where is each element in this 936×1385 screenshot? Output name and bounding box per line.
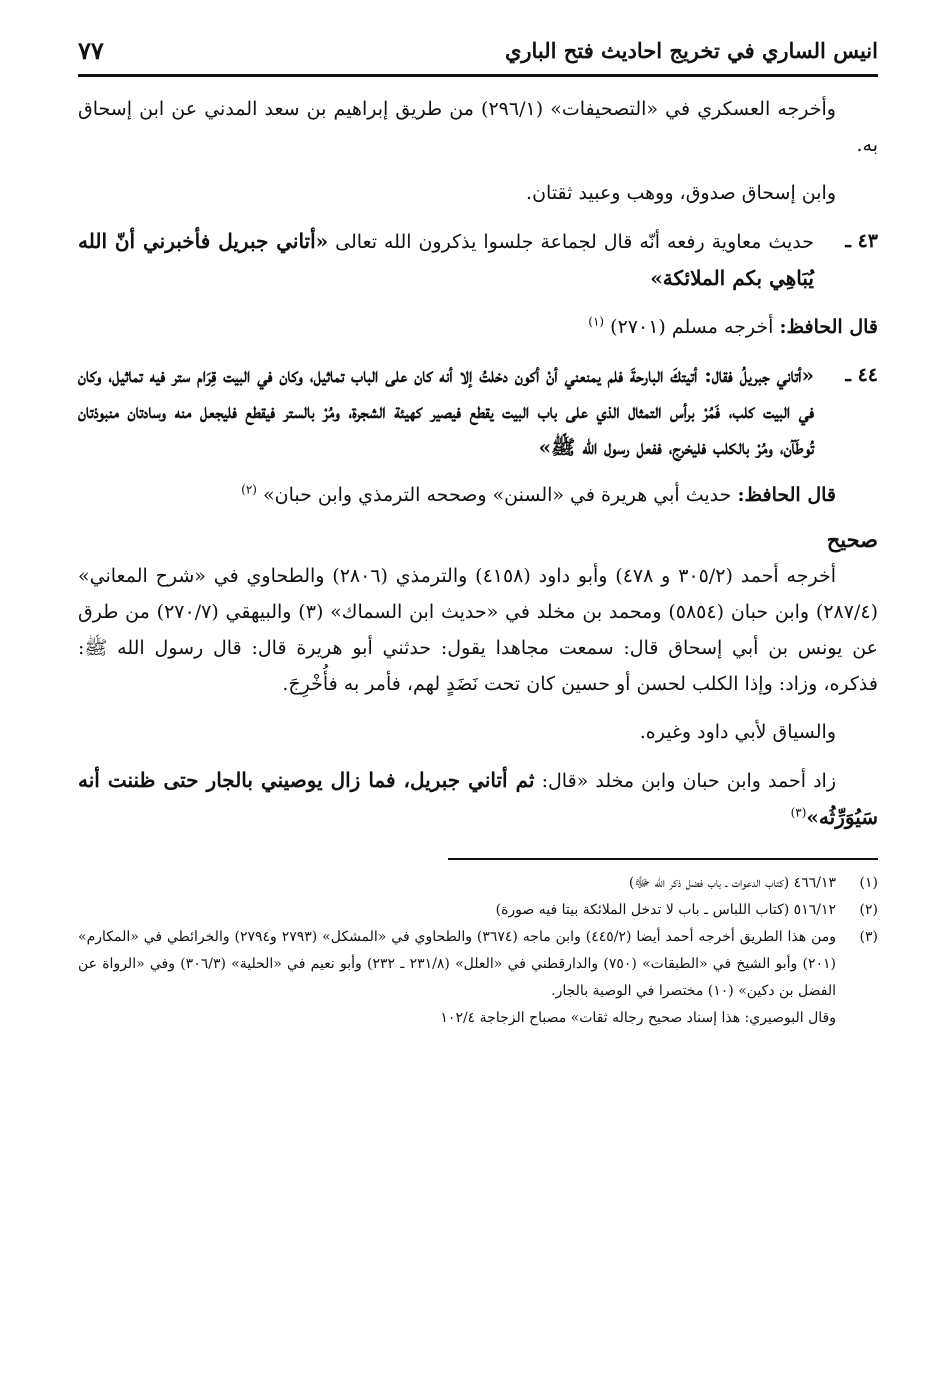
paragraph-2: وابن إسحاق صدوق، ووهب وعبيد ثقتان. xyxy=(526,182,836,204)
item-number-44: ٤٤ ـ xyxy=(845,364,878,386)
item-43-hadith: «أتاني جبريل فأخبرني أنّ الله يُبَاهِي بكم الملائكة» xyxy=(78,229,814,290)
footnote xyxy=(78,924,878,1005)
hafiz-label: قال الحافظ: xyxy=(737,484,836,506)
paragraph-3: أخرجه أحمد (٣٠٥/٢ و ٤٧٨) وأبو داود (٤١٥٨) والترمذي (٢٨٠٦) والطحاوي في «شرح المعاني» (٢٨٧/٤) وابن حبان (٥٨٥٤) ومحمد بن مخلد في «حديث ابن السماك» (٣) والبيهقي (٢٧٠/٧) من طرق عن يونس بن أبي إسحاق قال: سمعت مجاهدا يقول: حدثني أبو هريرة قال: قال رسول الله ﷺ: فذكره، وزاد: وإذا الكلب لحسن أو حسين كان تحت نَضَدٍ لهم، فأمر به فأُخْرِجَ. xyxy=(78,565,878,695)
footnote xyxy=(78,897,878,924)
item-44-hadith: «أتاني جبريلُ فقال: أتيتكَ البارحةَ فلم يمنعني أنْ أكون دخلتُ إلا أنه كان على الباب تماثيل، وكان في البيت قِرَام ستر فيه تماثيل، وكان في البيت كلب، فَمُرْ برأس التمثال الذي على باب البيت يقطع فيصير كهيئة الشجرة، ومُرْ بالستر فيقطع فليجعل منه وسادتان منبوذتان تُوطَآن، ومُرْ بالكلب فليخرج، ففعل رسول الله ﷺ» xyxy=(78,363,814,459)
item-43-body xyxy=(78,223,814,297)
footnote xyxy=(78,870,878,897)
running-title: انيس الساري في تخريج احاديث فتح الباري xyxy=(504,38,878,63)
hadith-item-44 xyxy=(78,357,878,465)
paragraph-1: وأخرجه العسكري في «التصحيفات» (٢٩٦/١) من طريق إبراهيم بن سعد المدني عن ابن إسحاق به. xyxy=(78,98,878,156)
item-43-text xyxy=(78,223,814,297)
item-number-43: ٤٣ ـ xyxy=(845,230,878,252)
footnote-continuation xyxy=(78,1005,878,1032)
footnote-ref-3: (٣) xyxy=(790,805,807,820)
running-header xyxy=(78,34,878,74)
para5-quote: ثم أتاني جبريل، فما زال يوصيني بالجار حتى ظننت أنه سَيُوَرِّثُه» xyxy=(78,768,878,829)
hadith-item-43 xyxy=(78,223,878,297)
footnotes xyxy=(78,870,878,1032)
item-43-intro: حديث معاوية رفعه أنّه قال لجماعة جلسوا يذكرون الله تعالى xyxy=(335,231,815,253)
section-heading: صحيح xyxy=(826,527,878,552)
footnote-text: وقال البوصيري: هذا إسناد صحيح رجاله ثقات» مصباح الزجاجة ١٠٢/٤ xyxy=(440,1010,836,1026)
item-43-hafiz xyxy=(78,309,878,345)
footnote-text: ٤٦٦/١٣ (كتاب الدعوات ـ باب فضل ذكر الله ﷻ) xyxy=(628,875,836,891)
hafiz-text: أخرجه مسلم (٢٧٠١) xyxy=(610,316,774,338)
footnote-text: ومن هذا الطريق أخرجه أحمد أيضا (٤٤٥/٢) وابن ماجه (٣٦٧٤) والطحاوي في «المشكل» (٢٧٩٣ و٢٧٩٤) والخرائطي في «المكارم» (٢٠١) وأبو الشيخ في «الطبقات» (٧٥٠) والدارقطني في «العلل» (٢٣١/٨ ـ ٢٣٢) وأبو نعيم في «الحلية» (٣٠٦/٣) وفي «الرواة عن الفضل بن دكين» (١٠) مختصرا في الوصية بالجار. xyxy=(78,929,836,999)
footnote-ref-2: (٢) xyxy=(241,482,257,497)
item-44-hafiz xyxy=(78,477,878,513)
item-44-body xyxy=(78,357,814,465)
header-rule xyxy=(78,74,878,77)
footnote-number: (٣) xyxy=(859,929,878,945)
footnote-number: (١) xyxy=(859,875,878,891)
page-number: ٧٧ xyxy=(78,36,104,65)
para5-intro: زاد أحمد وابن حبان وابن مخلد «قال: xyxy=(541,770,837,792)
hafiz-label: قال الحافظ: xyxy=(779,316,878,338)
footnote-rule xyxy=(448,858,878,860)
hafiz-text: حديث أبي هريرة في «السنن» وصححه الترمذي وابن حبان» xyxy=(263,484,732,506)
paragraph-4: والسياق لأبي داود وغيره. xyxy=(639,721,836,743)
book-page xyxy=(78,34,878,1032)
footnote-number: (٢) xyxy=(859,902,878,918)
footnote-text: ٥١٦/١٢ (كتاب اللباس ـ باب لا تدخل الملائكة بيتا فيه صورة) xyxy=(495,902,836,918)
footnote-ref-1: (١) xyxy=(588,314,605,329)
paragraph-5 xyxy=(78,762,878,836)
